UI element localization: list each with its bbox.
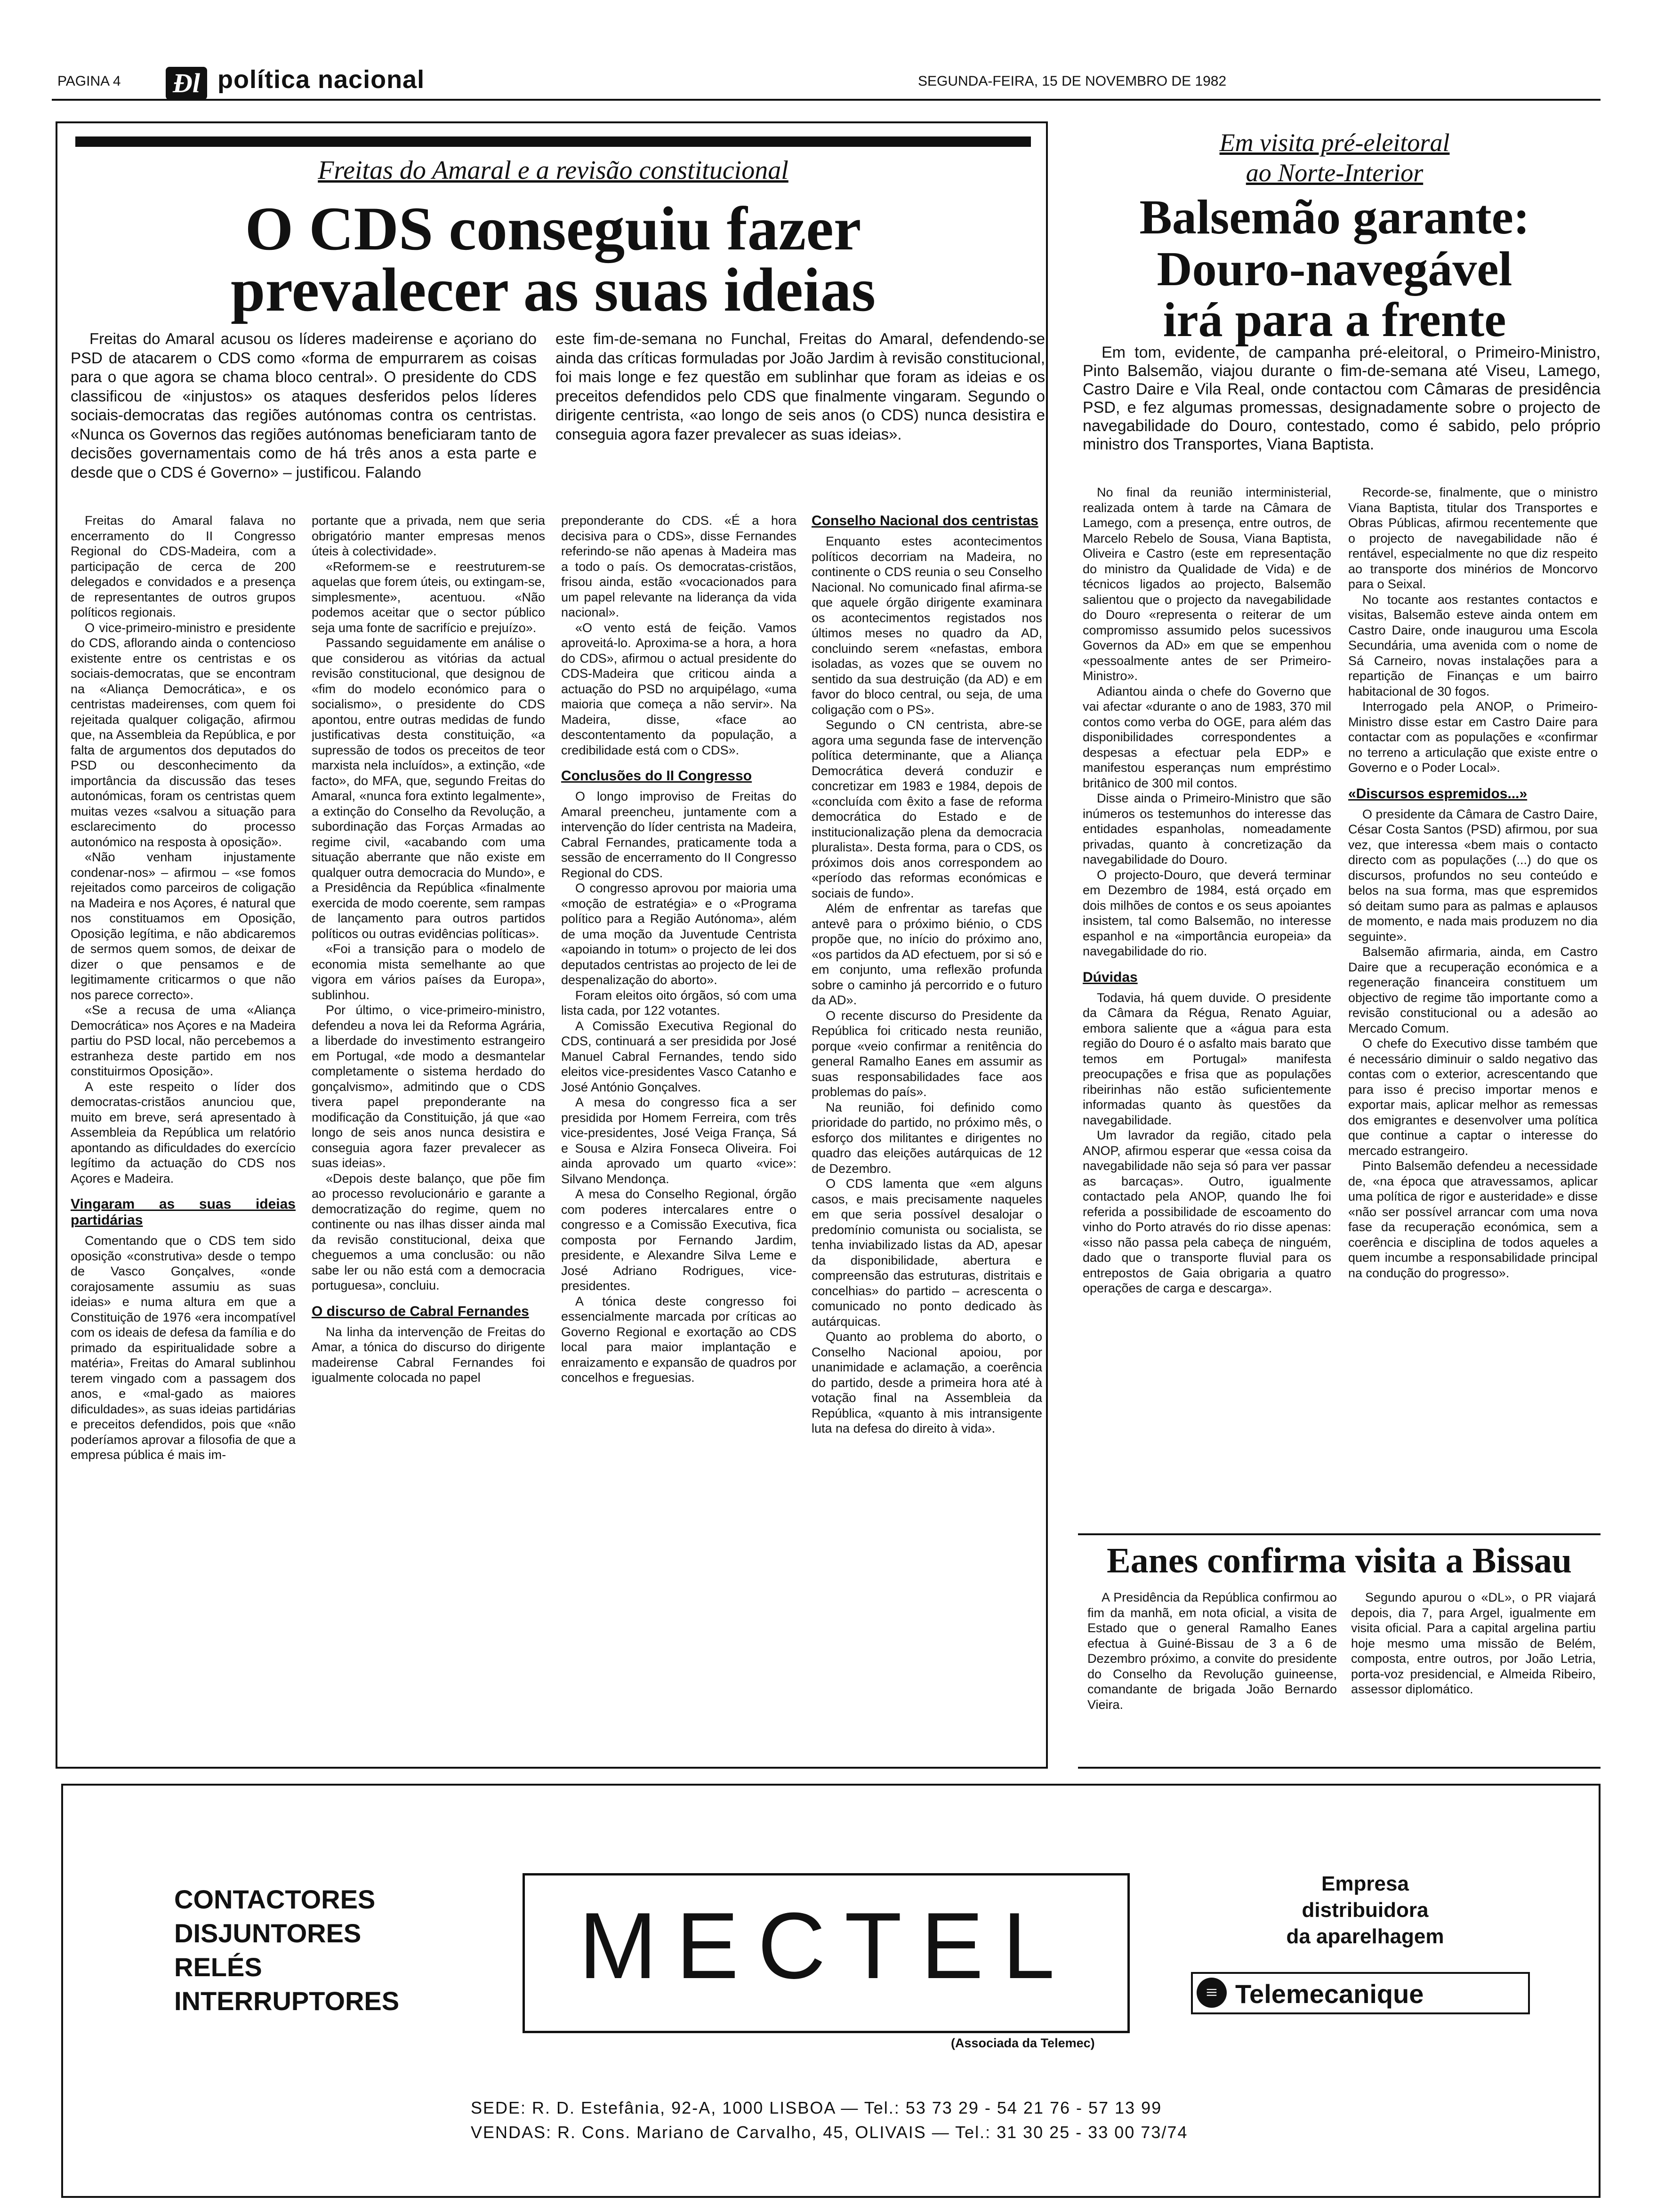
paragraph: A mesa do Conselho Regional, órgão com poderes intercalares entre o congresso e a Comissão Executiva, fica composta por Fernando Jardim, presidente, e Alexandre Silva Leme e José Adriano Rodrigues, vice-presidentes. [561,1187,796,1293]
paragraph: Todavia, há quem duvide. O presidente da Câmara da Régua, Renato Aguiar, embora saliente que a «água para esta região do Douro é o asfalto mais barato que temos em Portugal» manifesta preocupações e frisa que as populações ribeirinhas não estão suficientemente informadas quanto às questões da navegabilidade. [1083,990,1331,1127]
paragraph: Um lavrador da região, citado pela ANOP, afirmou esperar que «essa coisa da navegabilidade não seja só para ver passar as barcaças». Outro, igualmente contactado pela ANOP, quando lhe foi referida a possibilidade de escoamento do vinho do Porto através do rio disse apenas: «isso não passa pela cabeça de ninguém, dado que o transporte fluvial para os entrepostos de Gaia obrigaria a quatro operações de carga e descarga». [1083,1128,1331,1295]
ad-contact-vendas: VENDAS: R. Cons. Mariano de Carvalho, 45, OLIVAIS — Tel.: 31 30 25 - 33 00 73/74 [471,2123,1188,2142]
main-lead-right-text: este fim-de-semana no Funchal, Freitas do Amaral, defendendo-se ainda das críticas formuladas por João Jardim à revisão constitucional, foi mais longe e fez questão em sublinhar que foram as ideias e os preceitos defendidos pelo CDS que finalmente vingaram. Segundo o dirigente centrista, «ao longo de seis anos (o CDS) nunca desistira e conseguia agora fazer prevalecer as suas ideias». [555,330,1045,443]
paragraph: Balsemão afirmaria, ainda, em Castro Daire que a recuperação económica e a regeneração financeira constituem um objectivo de regime tão importante como a revisão constitucional ou a adesão ao Mercado Comum. [1348,945,1598,1035]
paragraph: Por último, o vice-primeiro-ministro, defendeu a nova lei da Reforma Agrária, a liberdade do investimento estrangeiro em Portugal, «de modo a desmantelar completamente o sistema herdado do gonçalvismo», admitindo que o CDS tivera papel preponderante na modificação da Constituição, já que «ao longo de seis anos nunca desistira e conseguia agora fazer prevalecer as suas ideias». [312,1003,545,1170]
side-column-2 [1348,485,1598,1515]
subheading: Conselho Nacional dos centristas [812,513,1038,529]
issue-date: SEGUNDA-FEIRA, 15 DE NOVEMBRO DE 1982 [918,73,1227,89]
subheading: Vingaram as suas ideias partidárias [71,1196,296,1228]
paragraph: A mesa do congresso fica a ser presidida por Homem Ferreira, com três vice-presidentes, José Veiga França, Sá e Sousa e Alzira Fonseca Oliveira. Foi ainda aprovado um quarto «vice»: Silvano Mendonça. [561,1095,796,1186]
page-number: PAGINA 4 [57,73,121,89]
dl-logo-icon: Ɖl [166,67,207,100]
paragraph: A este respeito o líder dos democratas-cristãos anunciou que, muito em breve, será apresentado à Assembleia da República um relatório apontando as dificuldades do exercício legítimo da actuação do CDS nos Açores e Madeira. [71,1079,296,1186]
paragraph: No final da reunião interministerial, realizada ontem à tarde na Câmara de Lamego, com a presença, entre outros, de Marcelo Rebelo de Sousa, Viana Baptista, Oliveira e Castro (este em representação do ministro da Qualidade de Vida) e de técnicos ligados ao projecto, Balsemão salientou que o projecto da navegabilidade do Douro «representa o reiterar de um compromisso assumido pelos sucessivos Governos da AD» em que se empenhou «pessoalmente antes de ser Primeiro-Ministro». [1083,485,1331,683]
paragraph: O longo improviso de Freitas do Amaral preencheu, juntamente com a intervenção do líder centrista na Madeira, Cabral Fernandes, praticamente toda a sessão de encerramento do II Congresso Regional do CDS. [561,789,796,880]
paragraph: Segundo o CN centrista, abre-se agora uma segunda fase de intervenção política determinante, que a Aliança Democrática deverá conduzir e concretizar em 1983 e 1984, depois de «concluída com êxito a fase de reforma democrática do Estado e de institucionalização plena da democracia pluralista». Desta forma, para o CDS, os próximos dois anos correspondem ao «período das reformas económicas e sociais de fundo». [812,718,1042,900]
ad-distributor-line: da aparelhagem [1286,1925,1444,1948]
paragraph: «Não venham injustamente condenar-nos» – afirmou – «se fomos rejeitados como parceiros de coligação na Madeira e nos Açores, é natural que nos constituamos em Oposição, Oposição legítima, e não abdicaremos de sermos quem somos, de deixar de dizer o que pensamos e de legitimamente criticarmos o que não nos parece correcto». [71,850,296,1002]
section-title: política nacional [217,65,425,94]
main-column-4 [812,513,1042,1751]
paragraph: Além de enfrentar as tarefas que antevê para o próximo biénio, o CDS propõe que, no início do próximo ano, «os partidos da AD efectuem, por si só e em conjunto, uma reflexão profunda sobre o caminho já percorrido e o futuro da AD». [812,901,1042,1007]
main-headline-line-2: prevalecer as suas ideias [230,255,876,324]
side-column-1 [1083,485,1331,1515]
side-lead-text: Em tom, evidente, de campanha pré-eleitoral, o Primeiro-Ministro, Pinto Balsemão, viajou durante o fim-de-semana até Viseu, Lamego, Castro Daire e Vila Real, onde contactou com Câmaras de presidência PSD, e fez algumas promessas, designadamente sobre o projecto de navegabilidade do Douro, contestado, como é sabido, pelo próprio ministro dos Transportes, Viana Baptista. [1083,344,1601,453]
side-headline-line-1: Balsemão garante: [1139,190,1530,244]
paragraph: O CDS lamenta que «em alguns casos, e mais precisamente naqueles em que seria possível desalojar o predomínio comunista ou socialista, se tenha inviabilizado listas da AD, apesar da disponibilidade, abertura e compreensão das estruturas, distritais e concelhias» do partido – acrescenta o comunicado no ponto dedicado às autárquicas. [812,1177,1042,1329]
ad-brand-logo: MECTEL [579,1893,1074,1998]
subheading: «Discursos espremidos...» [1348,785,1528,801]
paragraph: Quanto ao problema do aborto, o Conselho Nacional apoiou, por unanimidade e aclamação, a coerência do partido, desde a primeira hora até à votação final na Assembleia da República, «quanto à mis intransigente luta na defesa do direito à vida». [812,1330,1042,1435]
telemecanique-icon: ≡ [1197,1978,1227,2008]
paragraph: O presidente da Câmara de Castro Daire, César Costa Santos (PSD) afirmou, por sua vez, que interessa «bem mais o contacto directo com as populações (...) do que os discursos, profundos no seu conteúdo e belos na sua forma, mas que espremidos só deitam sumo para as palmas e aplausos de momento, e nada mais produzem no dia seguinte». [1348,807,1598,944]
paragraph: Recorde-se, finalmente, que o ministro Viana Baptista, titular dos Transportes e Obras Públicas, afirmou recentemente que o projecto de navegabilidade não é rentável, especialmente no que diz respeito ao transporte dos minérios de Moncorvo para o Seixal. [1348,485,1598,591]
subheading: O discurso de Cabral Fernandes [312,1303,529,1319]
paragraph: O vice-primeiro-ministro e presidente do CDS, aflorando ainda o contencioso existente entre os centristas e os sociais-democratas, que se encontram na «Aliança Democrática», e os centristas madeirenses, com quem foi rejeitada qualquer coligação, afirmou que, na Assembleia da República, e por falta de argumentos dos deputados do PSD ou desconhecimento da importância da discussão das teses autonómicas, foram os centristas quem muitas vezes «salvou a situação para esclarecimento do processo autonómico na resposta à oposição». [71,620,296,849]
paragraph: Pinto Balsemão defendeu a necessidade de, «na época que atravessamos, aplicar uma política de rigor e austeridade» e disse «não ser possível arrancar com uma nova fase da recuperação económica, sem a coerência e disciplina de todos aqueles a quem incumbe a responsabilidade principal na condução do progresso». [1348,1159,1598,1280]
main-lead-left-text: Freitas do Amaral acusou os líderes madeirense e açoriano do PSD de atacarem o CDS como «forma de empurrarem as coisas para o que agora se chama bloco central». O presidente do CDS classificou de «injustos» os ataques desferidos pelos líderes sociais-democratas das regiões autónomas contra os centristas. «Nunca os Governos das regiões autónomas beneficiaram tanto de decisões governamentais como de há três anos a esta parte e desde que o CDS é Governo» – justificou. Falando [71,330,537,481]
subheading: Dúvidas [1083,969,1138,985]
paragraph: Na reunião, foi definido como prioridade do partido, no próximo mês, o esforço dos militantes e dirigentes no quadro das eleições autárquicas de 12 de Dezembro. [812,1100,1042,1176]
main-lead-right [555,329,1045,508]
paragraph: O congresso aprovou por maioria uma «moção de estratégia» e o «Programa político para a Região Autónoma», além de uma moção da Juventude Centrista «apoiando in totum» o projecto de lei dos deputados centristas ao projecto de lei de despenalização do aborto». [561,881,796,987]
paragraph: «Foi a transição para o modelo de economia mista semelhante ao que vigora em vários países da Europa», sublinhou. [312,942,545,1002]
ad-product: RELÉS [174,1952,262,1982]
ad-products-list [174,1883,504,2018]
paragraph: O recente discurso do Presidente da República foi criticado nesta reunião, porque «veio confirmar a renitência do general Ramalho Eanes em assumir as suas responsabilidades face aos problemas do país». [812,1008,1042,1099]
main-column-1 [71,513,296,1751]
ad-product: CONTACTORES [174,1884,376,1914]
paragraph: Foram eleitos oito órgãos, só com uma lista cada, por 122 votantes. [561,988,796,1018]
paragraph: O projecto-Douro, que deverá terminar em Dezembro de 1984, está orçado em dois milhões de contos e os seus apoiantes insistem, tal como Balsemão, no interesse espanhol e na «importância europeia» da navegabilidade do rio. [1083,867,1331,958]
ad-brand-subtitle: (Associada da Telemec) [951,2036,1095,2050]
paragraph: «Se a recusa de uma «Aliança Democrática» nos Açores e na Madeira partiu do PSD local, não percebemos a estranheza deste partido em nos constituirmos Oposição». [71,1003,296,1078]
ad-distributor-text [1205,1871,1525,1950]
main-column-2 [312,513,545,1751]
main-article-top-bar [75,136,1031,147]
paragraph: No tocante aos restantes contactos e visitas, Balsemão esteve ainda ontem em Castro Daire, onde inaugurou uma Escola Secundária, uma avenida com o nome de Sá Carneiro, novas instalações para a repartição de Finanças e um bairro habitacional de 30 fogos. [1348,592,1598,698]
side-kicker-line-1: Em visita pré-eleitoral [1219,128,1450,157]
main-kicker: Freitas do Amaral e a revisão constitucional [318,156,788,185]
paragraph: Freitas do Amaral falava no encerramento do II Congresso Regional do CDS-Madeira, com a participação de cerca de 200 delegados e convidados e a presença de representantes de outros grupos políticos regionais. [71,513,296,619]
paragraph: A tónica deste congresso foi essencialmente marcada por críticas ao Governo Regional e exortação ao CDS local para maior implantação e enraizamento e expansão de quadros por concelhos e freguesias. [561,1294,796,1385]
ad-product: DISJUNTORES [174,1918,362,1948]
ad-distributor-line: distribuidora [1302,1899,1429,1922]
paragraph: Adiantou ainda o chefe do Governo que vai afectar «durante o ano de 1983, 370 mil contos como verba do OGE, para além das disponibilidades correspondentes a despesas a efectuar pela EDP» e manifestou esperanças num empréstimo britânico de 300 mil contos. [1083,684,1331,790]
subheading: Conclusões do II Congresso [561,768,752,784]
ad-telemecanique-logo [1191,1972,1530,2014]
eanes-headline: Eanes confirma visita a Bissau [1106,1541,1572,1580]
ad-product: INTERRUPTORES [174,1986,400,2016]
header-rule [52,99,1601,101]
paragraph: Na linha da intervenção de Freitas do Amar, a tónica do discurso do dirigente madeirense Cabral Fernandes foi igualmente colocada no papel [312,1324,545,1385]
main-column-3 [561,513,796,1751]
paragraph: A Presidência da República confirmou ao fim da manhã, em nota oficial, a visita de Estado que o general Ramalho Eanes efectua à Guiné-Bissau de 3 a 6 de Dezembro próximo, a convite do presidente do Conselho da Revolução guineense, comandante de brigada João Bernardo Vieira. [1087,1590,1337,1712]
side-kicker-line-2: ao Norte-Interior [1246,159,1424,187]
paragraph: «Reformem-se e reestruturem-se aquelas que forem úteis, ou extingam-se, simplesmente», acentuou. «Não podemos aceitar que o sector público seja uma fonte de sacrifício e prejuízo». [312,559,545,635]
paragraph: Disse ainda o Primeiro-Ministro que são inúmeros os testemunhos do interesse das entidades espanholas, nomeadamente privadas, quanto à concretização da navegabilidade do Douro. [1083,791,1331,866]
eanes-column-1 [1087,1590,1337,1759]
side-lead [1083,344,1601,475]
paragraph: portante que a privada, nem que seria obrigatório manter empresas menos úteis à colectividade». [312,513,545,558]
paragraph: Passando seguidamente em análise o que considerou as vitórias da actual revisão constitucional, que designou de «fim do modelo económico para o socialismo», o presidente do CDS apontou, entre outras medidas de fundo justificativas desta constituição, «a supressão de todos os preceitos de teor marxista nela incluídos», a extinção, «de facto», do MFA, que, segundo Freitas do Amaral, «nunca fora extinto legalmente», a extinção do Conselho da Revolução, a subordinação das Forças Armadas ao regime civil, «acabando com uma situação aberrante que não existe em qualquer outra democracia do Mundo», e a Presidência da República «finalmente exercida de modo coerente, sem rampas de lançamento para outros partidos políticos ou outras evidências políticas». [312,636,545,941]
paragraph: «Depois deste balanço, que põe fim ao processo revolucionário e garante a democratização do regime, quem no continente ou nas ilhas disser ainda mal da revisão constitucional, deixa que cheguemos a uma conclusão: ou não sabe ler ou não está com a democracia portuguesa», concluiu. [312,1171,545,1292]
paragraph: Interrogado pela ANOP, o Primeiro-Ministro disse estar em Castro Daire para contactar com as populações e «confirmar no terreno a articulação que existe entre o Governo e o Poder Local». [1348,699,1598,775]
paragraph: preponderante do CDS. «É a hora decisiva para o CDS», disse Fernandes referindo-se não apenas à Madeira mas a todo o país. Os democratas-cristãos, frisou ainda, estão «vocacionados para um papel relevante na liderança da vida nacional». [561,513,796,619]
side-headline-line-2: Douro-navegável [1157,242,1512,296]
paragraph: A Comissão Executiva Regional do CDS, continuará a ser presidida por José Manuel Cabral Fernandes, tendo sido eleitos vice-presidentes Vasco Catanho e José António Gonçalves. [561,1018,796,1094]
paragraph: Comentando que o CDS tem sido oposição «construtiva» desde o tempo de Vasco Gonçalves, «onde corajosamente assumiu as suas ideias» e numa altura em que a Constituição de 1976 «era incompatível com os ideais de defesa da família e do primado da espiritualidade sobre a matéria», Freitas do Amaral sublinhou terem vingado com a passagem dos anos, e «mal-gado as maiores dificuldades», as suas ideias partidárias e preceitos defendidos, pois que «não poderíamos aprovar a filosofia de que a empresa pública é mais im- [71,1234,296,1462]
paragraph: O chefe do Executivo disse também que é necessário diminuir o saldo negativo das contas com o exterior, acrescentando que para isso é preciso importar menos e exportar mais, aplicar melhor as remessas dos emigrantes e desenvolver uma política que continue a captar o interesse do mercado estrangeiro. [1348,1036,1598,1158]
telemecanique-label: Telemecanique [1235,1979,1424,2009]
paragraph: Enquanto estes acontecimentos políticos decorriam na Madeira, no continente o CDS reunia o seu Conselho Nacional. No comunicado final afirma-se que aquele órgão dirigente examinara os acontecimentos registados nos últimos meses no quadro da AD, concluindo serem «nefastas, embora isoladas, as vozes que se ouvem no sentido da sua destruição (da AD) e em favor do bloco central, ou seja, de uma coligação com o PS». [812,534,1042,717]
eanes-column-2 [1351,1590,1596,1759]
ad-distributor-line: Empresa [1321,1872,1409,1895]
main-headline-line-1: O CDS conseguiu fazer [245,194,861,263]
ad-contact-sede: SEDE: R. D. Estefânia, 92-A, 1000 LISBOA — Tel.: 53 73 29 - 54 21 76 - 57 13 99 [471,2098,1162,2117]
paragraph: «O vento está de feição. Vamos aproveitá-lo. Aproxima-se a hora, a hora do CDS», afirmou o actual presidente do CDS-Madeira que criticou ainda a actuação do PSD no arquipélago, «uma maioria que começa a não servir». Na Madeira, disse, «face ao descontentamento da população, a credibilidade está com o CDS». [561,620,796,757]
main-lead-left [71,329,537,508]
side-headline-line-3: irá para a frente [1163,293,1506,347]
paragraph: Segundo apurou o «DL», o PR viajará depois, dia 7, para Argel, igualmente em visita oficial. Para a capital argelina partiu hoje mesmo uma missão de Belém, composta, entre outros, por João Letria, porta-voz presidencial, e Almeida Ribeiro, assessor diplomático. [1351,1590,1596,1696]
